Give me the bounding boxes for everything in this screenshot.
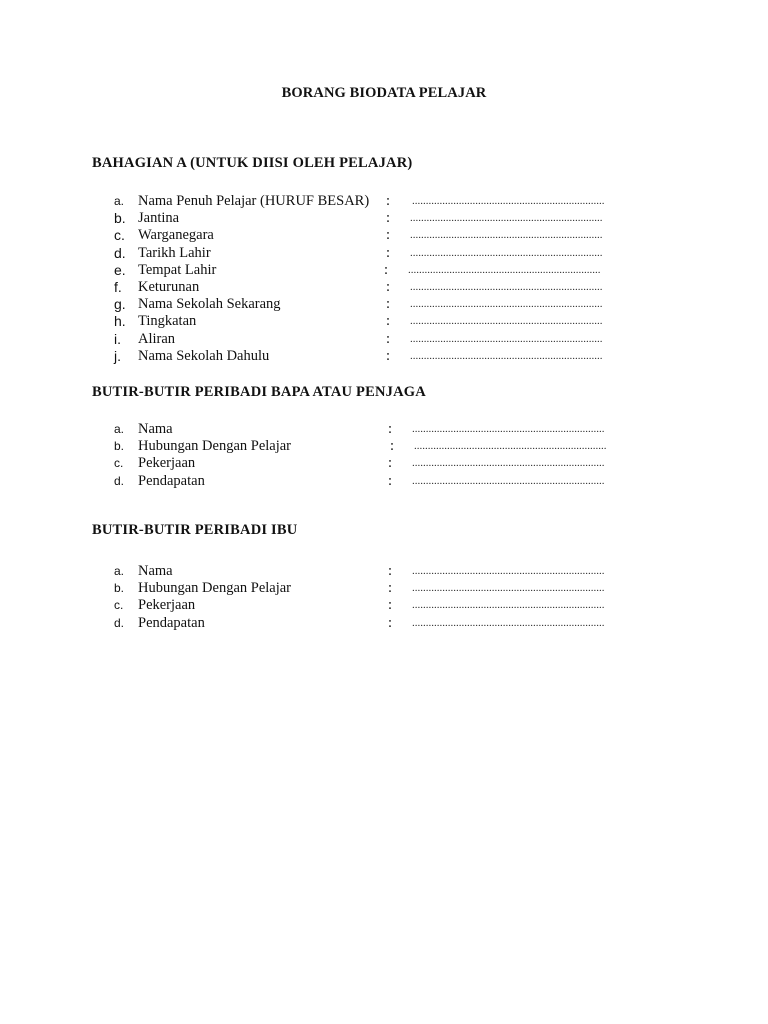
fill-in-line[interactable]: ...................................................................... (412, 599, 605, 612)
item-letter: g. (114, 296, 126, 313)
colon-separator: : (388, 455, 393, 472)
section-a-heading: BAHAGIAN A (UNTUK DIISI OLEH PELAJAR) (92, 155, 413, 171)
form-row (0, 279, 768, 296)
field-label: Aliran (138, 330, 176, 347)
fill-in-line[interactable]: ...................................................................... (412, 616, 605, 629)
section-father-heading: BUTIR-BUTIR PERIBADI BAPA ATAU PENJAGA (92, 384, 426, 400)
item-letter: c. (114, 456, 124, 471)
form-row (0, 262, 768, 279)
field-label: Jantina (138, 210, 180, 227)
fill-in-line[interactable]: ...................................................................... (414, 440, 607, 453)
colon-separator: : (388, 563, 393, 579)
fill-in-line[interactable]: ...................................................................... (410, 332, 603, 345)
colon-separator: : (388, 614, 393, 631)
item-letter: b. (114, 581, 125, 596)
item-letter: a. (114, 564, 125, 578)
item-letter: j. (114, 347, 121, 364)
fill-in-line[interactable]: ...................................................................... (410, 315, 603, 328)
form-row (0, 331, 768, 348)
form-row (0, 193, 768, 210)
item-letter: a. (114, 422, 125, 436)
item-letter: b. (114, 439, 125, 454)
colon-separator: : (386, 244, 391, 261)
form-row (0, 227, 768, 244)
colon-separator: : (388, 580, 393, 597)
item-letter: a. (114, 194, 125, 208)
field-label: Keturunan (138, 279, 200, 295)
colon-separator: : (386, 279, 391, 295)
colon-separator: : (386, 347, 391, 364)
fill-in-line[interactable]: ...................................................................... (412, 474, 605, 487)
fill-in-line[interactable]: ...................................................................... (410, 349, 603, 362)
fill-in-line[interactable]: ...................................................................... (410, 246, 603, 259)
item-letter: i. (114, 330, 121, 347)
item-letter: c. (114, 598, 124, 613)
fill-in-line[interactable]: ...................................................................... (412, 457, 605, 470)
field-label: Tarikh Lahir (138, 244, 211, 261)
form-row (0, 438, 768, 455)
fill-in-line[interactable]: ...................................................................... (410, 281, 603, 293)
field-label: Tingkatan (138, 313, 197, 330)
fill-in-line[interactable]: ...................................................................... (410, 212, 603, 225)
colon-separator: : (386, 330, 391, 347)
fill-in-line[interactable]: ...................................................................... (412, 582, 605, 595)
field-label: Hubungan Dengan Pelajar (138, 438, 292, 455)
field-label: Tempat Lahir (138, 261, 217, 278)
colon-separator: : (388, 472, 393, 489)
section-mother-heading: BUTIR-BUTIR PERIBADI IBU (92, 522, 298, 538)
item-letter: b. (114, 210, 126, 227)
item-letter: d. (114, 615, 125, 630)
colon-separator: : (388, 421, 393, 437)
field-label: Nama Sekolah Dahulu (138, 347, 270, 364)
field-label: Pendapatan (138, 614, 205, 631)
colon-separator: : (388, 597, 393, 614)
item-letter: d. (114, 473, 125, 488)
field-label: Nama (138, 421, 173, 437)
form-row (0, 210, 768, 227)
fill-in-line[interactable]: ...................................................................... (408, 263, 601, 276)
form-row (0, 597, 768, 614)
fill-in-line[interactable]: ...................................................................... (412, 565, 605, 577)
form-row (0, 615, 768, 632)
field-label: Nama Sekolah Sekarang (138, 296, 281, 313)
form-row (0, 296, 768, 313)
form-row (0, 421, 768, 438)
field-label: Pekerjaan (138, 597, 196, 614)
item-letter: d. (114, 244, 126, 261)
item-letter: h. (114, 313, 126, 330)
fill-in-line[interactable]: ...................................................................... (412, 195, 605, 207)
item-letter: f. (114, 279, 122, 295)
colon-separator: : (386, 210, 391, 227)
form-row (0, 473, 768, 490)
fill-in-line[interactable]: ...................................................................... (410, 229, 603, 242)
field-label: Nama Penuh Pelajar (HURUF BESAR) (138, 193, 370, 209)
fill-in-line[interactable]: ...................................................................... (412, 423, 605, 435)
colon-separator: : (386, 193, 391, 209)
field-label: Pendapatan (138, 472, 205, 489)
field-label: Pekerjaan (138, 455, 196, 472)
colon-separator: : (386, 313, 391, 330)
form-row (0, 455, 768, 472)
field-label: Warganegara (138, 227, 214, 244)
item-letter: c. (114, 227, 125, 244)
colon-separator: : (386, 296, 391, 313)
form-row (0, 348, 768, 365)
colon-separator: : (386, 227, 391, 244)
colon-separator: : (390, 438, 395, 455)
fill-in-line[interactable]: ...................................................................... (410, 298, 603, 311)
item-letter: e. (114, 261, 126, 278)
form-row (0, 245, 768, 262)
field-label: Nama (138, 563, 173, 579)
page-title: BORANG BIODATA PELAJAR (281, 85, 487, 101)
field-label: Hubungan Dengan Pelajar (138, 580, 292, 597)
colon-separator: : (384, 261, 389, 278)
form-row (0, 563, 768, 580)
form-row (0, 580, 768, 597)
form-row (0, 313, 768, 330)
